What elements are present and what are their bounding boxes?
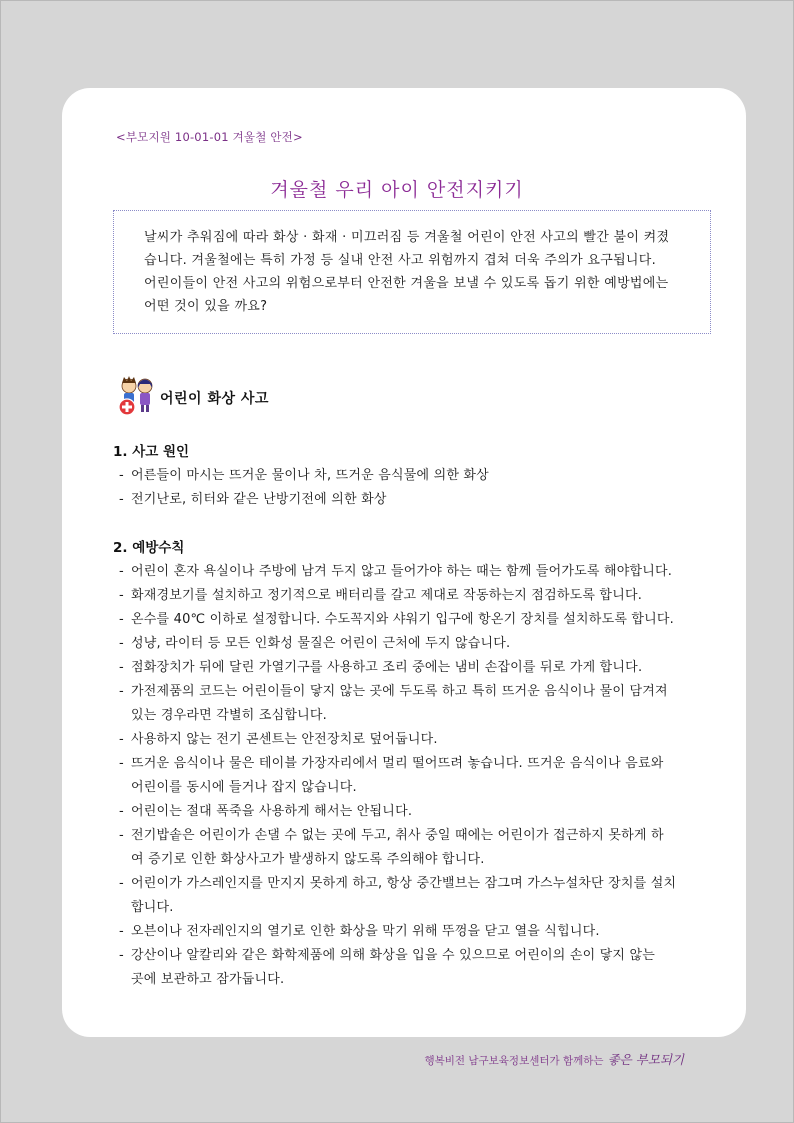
intro-line: 날씨가 추워짐에 따라 화상 · 화재 · 미끄러짐 등 겨울철 어린이 안전 사고의 빨간 불이 켜졌 [144, 230, 670, 245]
list-item: - 뜨거운 음식이나 물은 테이블 가장자리에서 멀리 떨어뜨려 놓습니다. 뜨거운 음식이나 음료와 어린이를 동시에 들거나 잡지 않습니다. [113, 752, 693, 800]
kids-first-aid-icon [116, 374, 158, 418]
list-item-text: 성냥, 라이터 등 모든 인화성 물질은 어린이 근처에 두지 않습니다. [131, 636, 511, 651]
list-item: - 오븐이나 전자레인지의 열기로 인한 화상을 막기 위해 뚜껑을 닫고 열을 식힙니다. [113, 920, 693, 944]
list-item: - 어린이가 가스레인지를 만지지 못하게 하고, 항상 중간밸브는 잠그며 가스누설차단 장치를 설치 합니다. [113, 872, 693, 920]
list-item-text: 강산이나 알칼리와 같은 화학제품에 의해 화상을 입을 수 있으므로 어린이의 손이 닿지 않는 [131, 948, 656, 963]
list-item-text: 있는 경우라면 각별히 조심합니다. [131, 708, 327, 723]
section-label: 어린이 화상 사고 [160, 391, 269, 407]
list-item: - 가전제품의 코드는 어린이들이 닿지 않는 곳에 두도록 하고 특히 뜨거운 음식이나 물이 담겨져 있는 경우라면 각별히 조심합니다. [113, 680, 693, 728]
causes-list [113, 464, 693, 512]
list-item: - 온수를 40℃ 이하로 설정합니다. 수도꼭지와 샤워기 입구에 항온기 장치를 설치하도록 합니다. [113, 608, 693, 632]
list-item-text: 합니다. [131, 900, 174, 915]
list-item-text: 어린이 혼자 욕실이나 주방에 남겨 두지 않고 들어가야 하는 때는 함께 들어가도록 해야합니다. [131, 564, 673, 579]
list-item-text: 어른들이 마시는 뜨거운 물이나 차, 뜨거운 음식물에 의한 화상 [131, 468, 489, 483]
list-item-text: 뜨거운 음식이나 물은 테이블 가장자리에서 멀리 떨어뜨려 놓습니다. 뜨거운 음식이나 음료와 [131, 756, 664, 771]
footer [424, 1050, 684, 1068]
document-code: <부모지원 10-01-01 겨울철 안전> [116, 130, 303, 144]
list-item: - 점화장치가 뒤에 달린 가열기구를 사용하고 조리 중에는 냄비 손잡이를 뒤로 가게 합니다. [113, 656, 693, 680]
intro-box [113, 210, 711, 334]
list-item-text: 곳에 보관하고 잠가둡니다. [131, 972, 285, 987]
intro-line: 어떤 것이 있을 까요? [144, 299, 268, 314]
footer-text: 행복비전 남구보육정보센터가 함께하는 [424, 1055, 604, 1067]
list-item-text: 사용하지 않는 전기 콘센트는 안전장치로 덮어둡니다. [131, 732, 438, 747]
list-item: - 강산이나 알칼리와 같은 화학제품에 의해 화상을 입을 수 있으므로 어린이의 손이 닿지 않는 곳에 보관하고 잠가둡니다. [113, 944, 693, 992]
document-title: 겨울철 우리 아이 안전지키기 [270, 179, 524, 201]
list-item-text: 점화장치가 뒤에 달린 가열기구를 사용하고 조리 중에는 냄비 손잡이를 뒤로 가게 합니다. [131, 660, 643, 675]
list-item-text: 전기밥솥은 어린이가 손댈 수 없는 곳에 두고, 취사 중일 때에는 어린이가 접근하지 못하게 하 [131, 828, 664, 843]
list-item: - 전기난로, 히터와 같은 난방기전에 의한 화상 [113, 488, 693, 512]
list-item: - 전기밥솥은 어린이가 손댈 수 없는 곳에 두고, 취사 중일 때에는 어린이가 접근하지 못하게 하 여 증기로 인한 화상사고가 발생하지 않도록 주의해야 합니다. [113, 824, 693, 872]
intro-line: 습니다. 겨울철에는 특히 가정 등 실내 안전 사고 위험까지 겹쳐 더욱 주의가 요구됩니다. [144, 253, 657, 268]
list-item-text: 가전제품의 코드는 어린이들이 닿지 않는 곳에 두도록 하고 특히 뜨거운 음식이나 물이 담겨져 [131, 684, 668, 699]
intro-line: 어린이들이 안전 사고의 위험으로부터 안전한 겨울을 보낼 수 있도록 돕기 위한 예방법에는 [144, 276, 669, 291]
rules-heading: 2. 예방수칙 [113, 540, 185, 556]
list-item-text: 온수를 40℃ 이하로 설정합니다. 수도꼭지와 샤워기 입구에 항온기 장치를 설치하도록 합니다. [131, 612, 675, 627]
list-item: - 어린이 혼자 욕실이나 주방에 남겨 두지 않고 들어가야 하는 때는 함께 들어가도록 해야합니다. [113, 560, 693, 584]
rules-list [113, 560, 693, 992]
section-heading [116, 374, 269, 418]
list-item: - 어린이는 절대 폭죽을 사용하게 해서는 안됩니다. [113, 800, 693, 824]
causes-heading: 1. 사고 원인 [113, 444, 190, 460]
list-item-text: 여 증기로 인한 화상사고가 발생하지 않도록 주의해야 합니다. [131, 852, 485, 867]
list-item-text: 전기난로, 히터와 같은 난방기전에 의한 화상 [131, 492, 387, 507]
list-item: - 어른들이 마시는 뜨거운 물이나 차, 뜨거운 음식물에 의한 화상 [113, 464, 693, 488]
list-item-text: 화재경보기를 설치하고 정기적으로 배터리를 갈고 제대로 작동하는지 점검하도록 합니다. [131, 588, 643, 603]
list-item: - 화재경보기를 설치하고 정기적으로 배터리를 갈고 제대로 작동하는지 점검하도록 합니다. [113, 584, 693, 608]
content [113, 440, 693, 992]
list-item-text: 어린이는 절대 폭죽을 사용하게 해서는 안됩니다. [131, 804, 413, 819]
footer-brand: 좋은 부모되기 [607, 1052, 684, 1067]
list-item-text: 어린이가 가스레인지를 만지지 못하게 하고, 항상 중간밸브는 잠그며 가스누설차단 장치를 설치 [131, 876, 677, 891]
list-item-text: 어린이를 동시에 들거나 잡지 않습니다. [131, 780, 357, 795]
list-item: - 사용하지 않는 전기 콘센트는 안전장치로 덮어둡니다. [113, 728, 693, 752]
list-item-text: 오븐이나 전자레인지의 열기로 인한 화상을 막기 위해 뚜껑을 닫고 열을 식힙니다. [131, 924, 600, 939]
list-item: - 성냥, 라이터 등 모든 인화성 물질은 어린이 근처에 두지 않습니다. [113, 632, 693, 656]
